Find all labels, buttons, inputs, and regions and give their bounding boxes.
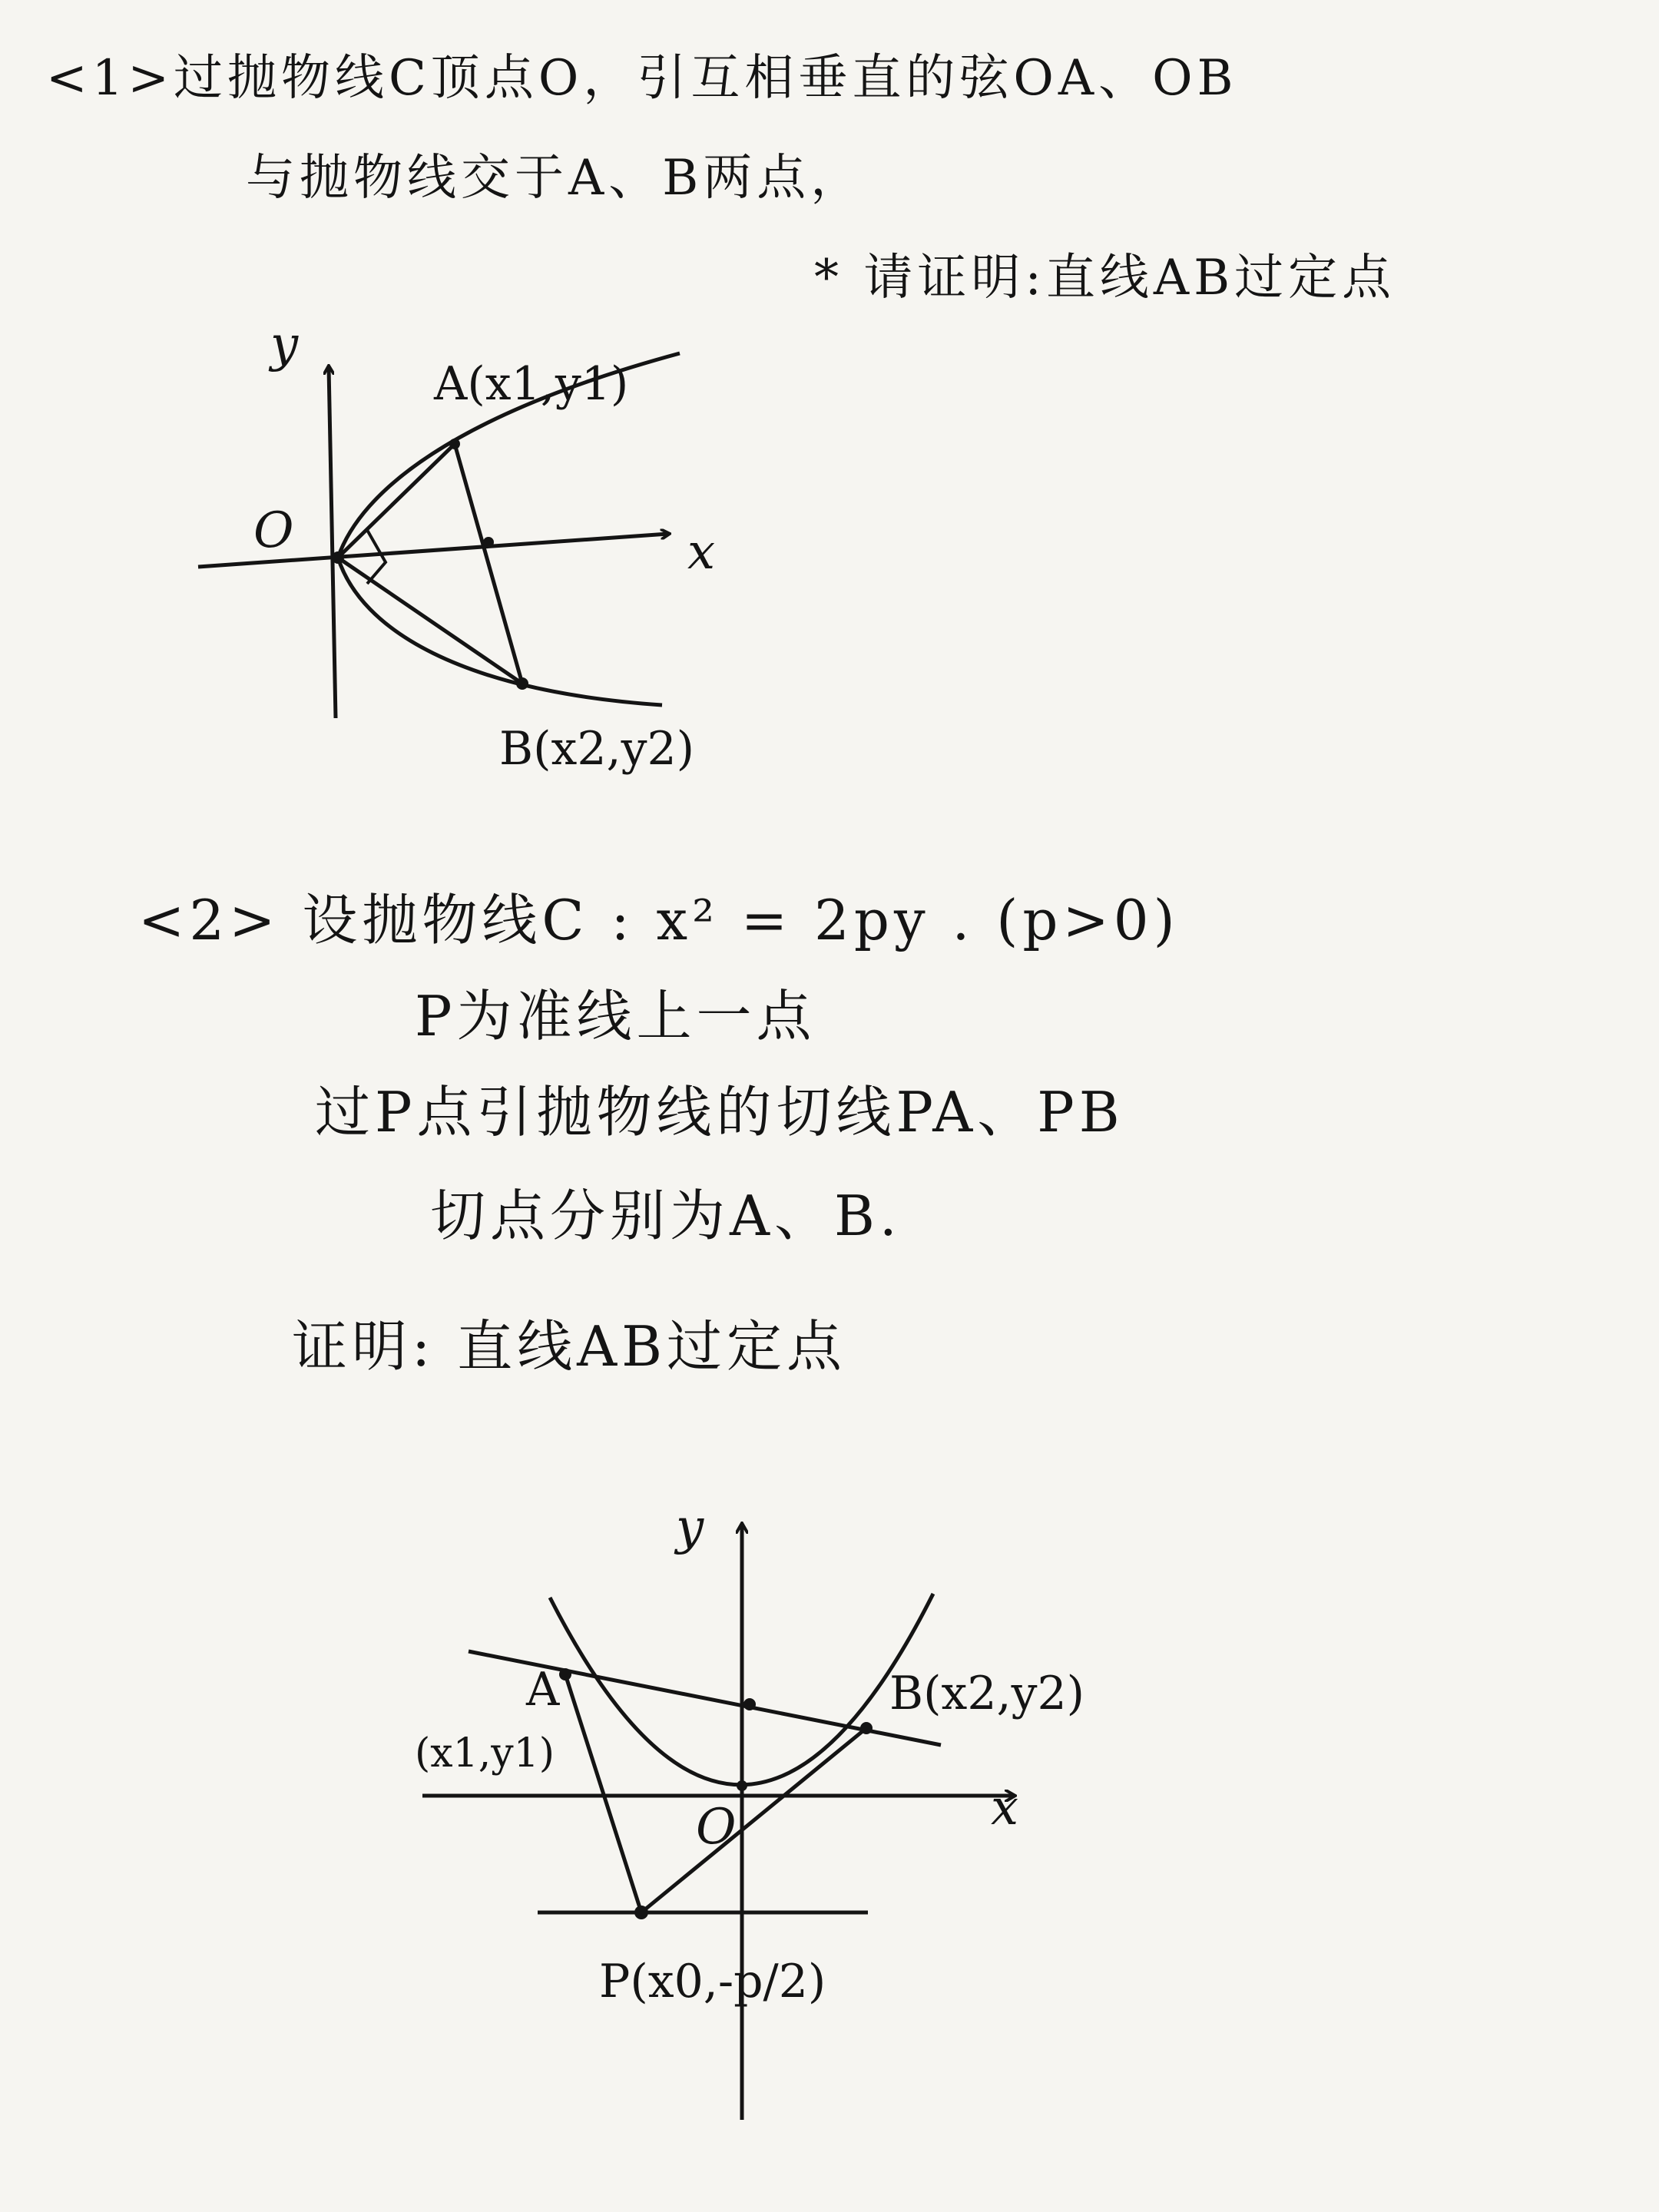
figure2-point-a-label: A: [526, 1663, 560, 1717]
figure2-dot-fixed: [743, 1698, 756, 1710]
part2-line1: <2> 设抛物线C : x² = 2py . (p>0): [138, 888, 1180, 952]
part1-line2: 与抛物线交于A、B两点，: [246, 150, 865, 207]
part2-line3: 过P点引抛物线的切线PA、PB: [315, 1080, 1124, 1144]
part2-line2: P为准线上一点: [415, 984, 816, 1048]
figure1-point-b-label: B(x2,y2): [499, 722, 695, 776]
part2-line4: 切点分别为A、B.: [430, 1184, 902, 1248]
figure2-dot-o: [737, 1780, 747, 1791]
figure2-dot-p: [634, 1906, 648, 1919]
figure1-origin-label: O: [253, 502, 294, 559]
figure1-y-label: y: [270, 316, 299, 373]
figure2-point-b-label: B(x2,y2): [889, 1667, 1085, 1720]
figure2-tangent-pa: [565, 1674, 641, 1912]
figure2-point-p-label: P(x0,-p/2): [599, 1955, 826, 2008]
figure2-dot-a: [559, 1668, 571, 1681]
part1-line1: <1>过抛物线C顶点O，引互相垂直的弦OA、OB: [46, 50, 1238, 107]
figure2-tangent-pb: [641, 1728, 866, 1912]
figure2-point-a-coords: (x1,y1): [415, 1730, 555, 1777]
figure2-dot-b: [860, 1722, 873, 1734]
figure2-y-label: y: [676, 1499, 704, 1556]
figure1-point-a-label: A(x1,y1): [434, 357, 629, 411]
figure1-x-label: x: [687, 524, 716, 581]
figure2-origin-label: O: [696, 1799, 737, 1856]
figure2-x-label: x: [991, 1780, 1019, 1836]
part1-line3: * 请证明:直线AB过定点: [814, 250, 1396, 306]
part2-line5: 证明: 直线AB过定点: [292, 1314, 847, 1379]
